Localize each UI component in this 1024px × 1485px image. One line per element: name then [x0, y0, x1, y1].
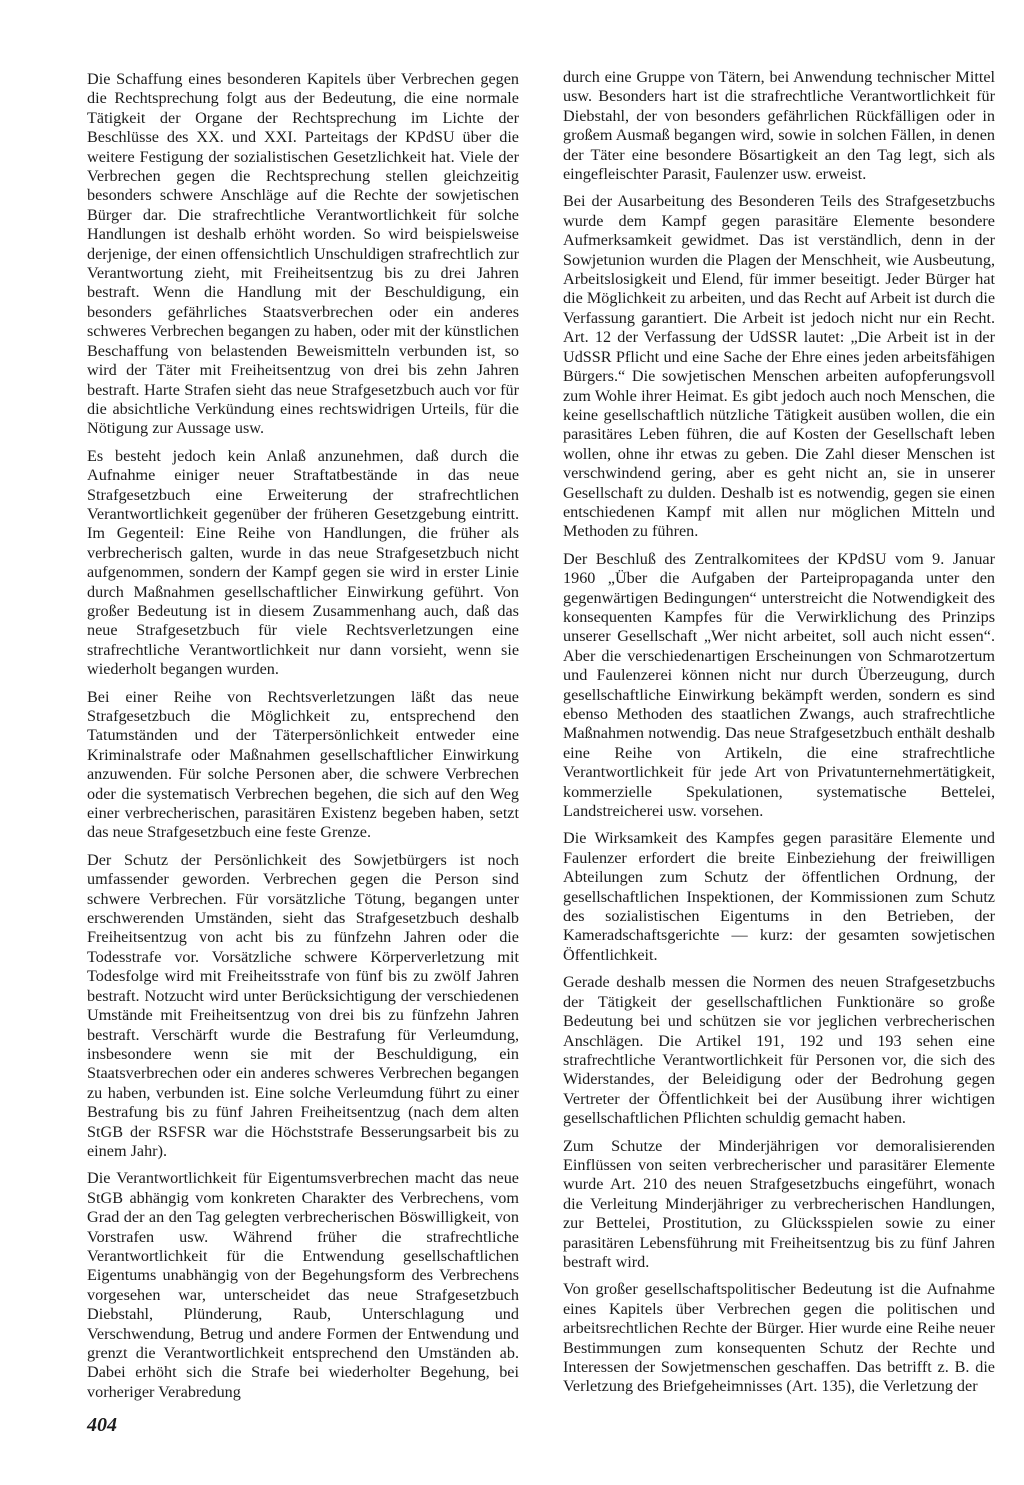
- left-column: [87, 70, 519, 1410]
- right-column: [563, 68, 995, 1405]
- paragraph: Der Beschluß des Zentralkomitees der KPdSU vom 9. Januar 1960 „Über die Aufgaben der Parteipropaganda unter den gegenwärtigen Bedingungen“ unterstreicht die Notwendigkeit des konsequenten Kampfes für die Verwirklichung des Prinzips unserer Gesellschaft „Wer nicht arbeitet, soll auch nicht essen“. Aber die verschiedenartigen Erscheinungen von Schmarotzertum und Faulenzerei können nicht nur durch Überzeugung, durch gesellschaftliche Einwirkung bekämpft werden, sondern es sind ebenso Methoden des staatlichen Zwangs, auch strafrechtliche Maßnahmen notwendig. Das neue Strafgesetzbuch enthält deshalb eine Reihe von Artikeln, die eine strafrechtliche Verantwortlichkeit für jede Art von Privatunternehmertätigkeit, kommerzielle Spekulationen, systematische Bettelei, Landstreicherei usw. vorsehen.: [563, 549, 995, 821]
- paragraph: Gerade deshalb messen die Normen des neuen Strafgesetzbuchs der Tätigkeit der gesellschaftlichen Funktionäre so große Bedeutung bei und schützen sie vor jeglichen verbrecherischen Anschlägen. Die Artikel 191, 192 und 193 sehen eine strafrechtliche Verantwortlichkeit für Personen vor, die sich des Widerstandes, der Beleidigung oder der Bedrohung gegen Vertreter der Öffentlichkeit bei der Ausübung ihrer wichtigen gesellschaftlichen Pflichten schuldig gemacht haben.: [563, 973, 995, 1128]
- paragraph: Von großer gesellschaftspolitischer Bedeutung ist die Aufnahme eines Kapitels über Verbrechen gegen die politischen und arbeitsrechtlichen Rechte der Bürger. Hier wurde eine Reihe neuer Bestimmungen zum konsequenten Schutz der Rechte und Interessen der Sowjetmenschen geschaffen. Das betrifft z. B. die Verletzung des Briefgeheimnisses (Art. 135), die Verletzung der: [563, 1280, 995, 1396]
- paragraph: Es besteht jedoch kein Anlaß anzunehmen, daß durch die Aufnahme einiger neuer Straftatbestände in das neue Strafgesetzbuch eine Erweiterung der strafrechtlichen Verantwortlichkeit gegenüber der früheren Gesetzgebung eintritt. Im Gegenteil: Eine Reihe von Handlungen, die früher als verbrecherisch galten, wurde in das neue Strafgesetzbuch nicht aufgenommen, sondern der Kampf gegen sie wird in erster Linie durch Maßnahmen gesellschaftlicher Einwirkung geführt. Von großer Bedeutung ist in diesem Zusammenhang auch, daß das neue Strafgesetzbuch für viele Rechtsverletzungen eine strafrechtliche Verantwortlichkeit nur dann vorsieht, wenn sie wiederholt begangen wurden.: [87, 446, 519, 679]
- paragraph: Die Verantwortlichkeit für Eigentumsverbrechen macht das neue StGB abhängig vom konkreten Charakter des Verbrechens, vom Grad der an den Tag gelegten verbrecherischen Böswilligkeit, von Vorstrafen usw. Während früher die strafrechtliche Verantwortlichkeit für die Entwendung gesellschaftlichen Eigentums unabhängig von der Begehungsform des Verbrechens vorgesehen war, unterscheidet das neue Strafgesetzbuch Diebstahl, Plünderung, Raub, Unterschlagung und Verschwendung, Betrug und andere Formen der Entwendung und grenzt die Verantwortlichkeit entsprechend den Umständen ab. Dabei erhöht sich die Strafe bei wiederholter Begehung, bei vorheriger Verabredung: [87, 1169, 519, 1401]
- paragraph: Bei der Ausarbeitung des Besonderen Teils des Strafgesetzbuchs wurde dem Kampf gegen parasitäre Elemente besondere Aufmerksamkeit gewidmet. Das ist verständlich, denn in der Sowjetunion wurden die Plagen der Menschheit, wie Ausbeutung, Arbeitslosigkeit und Elend, für immer beseitigt. Jeder Bürger hat die Möglichkeit zu arbeiten, und das Recht auf Arbeit ist durch die Verfassung garantiert. Die Arbeit ist jedoch nicht nur ein Recht. Art. 12 der Verfassung der UdSSR lautet: „Die Arbeit ist in der UdSSR Pflicht und eine Sache der Ehre eines jeden arbeitsfähigen Bürgers.“ Die sowjetischen Menschen arbeiten aufopferungsvoll zum Wohle ihrer Heimat. Es gibt jedoch auch noch Menschen, die keine gesellschaftlich nützliche Tätigkeit ausüben wollen, die ein parasitäres Leben führen, die auf Kosten der Gesellschaft leben wollen, ohne ihr etwas zu geben. Die Zahl dieser Menschen ist verschwindend gering, aber es geht nicht an, sie in unserer Gesellschaft zu dulden. Deshalb ist es notwendig, gegen sie einen entschiedenen Kampf mit allen nur möglichen Mitteln und Methoden zu führen.: [563, 192, 995, 541]
- paragraph: Bei einer Reihe von Rechtsverletzungen läßt das neue Strafgesetzbuch die Möglichkeit zu, entsprechend den Tatumständen und der Täterpersönlichkeit entweder eine Kriminalstrafe oder Maßnahmen gesellschaftlicher Einwirkung anzuwenden. Für solche Personen aber, die schwere Verbrechen oder die systematisch Verbrechen begehen, die sich auf den Weg einer verbrecherischen, parasitären Existenz begeben haben, setzt das neue Strafgesetzbuch eine feste Grenze.: [87, 687, 519, 842]
- page-number: 404: [87, 1414, 117, 1436]
- paragraph: Die Wirksamkeit des Kampfes gegen parasitäre Elemente und Faulenzer erfordert die breite Einbeziehung der freiwilligen Abteilungen zum Schutz der öffentlichen Ordnung, der gesellschaftlichen Inspektionen, der Kommissionen zum Schutz des sozialistischen Eigentums in den Betrieben, der Kameradschaftsgerichte — kurz: der gesamten sowjetischen Öffentlichkeit.: [563, 829, 995, 964]
- paragraph: Der Schutz der Persönlichkeit des Sowjetbürgers ist noch umfassender geworden. Verbrechen gegen die Person sind schwere Verbrechen. Für vorsätzliche Tötung, begangen unter erschwerenden Umständen, sieht das Strafgesetzbuch deshalb Freiheitsentzug von acht bis zu fünfzehn Jahren oder die Todesstrafe vor. Vorsätzliche schwere Körperverletzung mit Todesfolge wird mit Freiheitsstrafe von fünf bis zu zwölf Jahren bestraft. Notzucht wird unter Berücksichtigung der verschiedenen Umstände mit Freiheitsentzug von drei bis zu fünfzehn Jahren bestraft. Verschärft wurde die Bestrafung für Verleumdung, insbesondere wenn sie mit der Beschuldigung, ein Staatsverbrechen oder ein anderes schweres Verbrechen begangen zu haben, verbunden ist. Eine solche Verleumdung führt zu einer Bestrafung bis zu fünf Jahren Freiheitsentzug (nach dem alten StGB der RSFSR war die Höchststrafe Besserungsarbeit bis zu einem Jahr).: [87, 850, 519, 1160]
- paragraph: durch eine Gruppe von Tätern, bei Anwendung technischer Mittel usw. Besonders hart ist die strafrechtliche Verantwortlichkeit für Diebstahl, der von besonders gefährlichen Rückfälligen oder in großem Ausmaß begangen wird, sowie in solchen Fällen, in denen der Täter eine besondere Bösartigkeit an den Tag legt, sich als eingefleischter Parasit, Faulenzer usw. erweist.: [563, 68, 995, 184]
- paragraph: Zum Schutze der Minderjährigen vor demoralisierenden Einflüssen von seiten verbrecherischer und parasitärer Elemente wurde Art. 210 des neuen Strafgesetzbuchs eingeführt, wonach die Verleitung Minderjähriger zu verbrecherischen Handlungen, zur Bettelei, Prostitution, zu Glücksspielen sowie zu einer parasitären Lebensführung mit Freiheitsentzug bis zu fünf Jahren bestraft wird.: [563, 1136, 995, 1271]
- paragraph: Die Schaffung eines besonderen Kapitels über Verbrechen gegen die Rechtsprechung folgt aus der Bedeutung, die eine normale Tätigkeit der Organe der Rechtsprechung im Lichte der Beschlüsse des XX. und XXI. Parteitags der KPdSU über die weitere Festigung der sozialistischen Gesetzlichkeit hat. Viele der Verbrechen gegen die Rechtsprechung stellen gleichzeitig besonders schwere Anschläge auf die Rechte der sowjetischen Bürger dar. Die strafrechtliche Verantwortlichkeit für solche Handlungen ist deshalb erhöht worden. So wird beispielsweise derjenige, der einen offensichtlich Unschuldigen strafrechtlich zur Verantwortung zieht, mit Freiheitsentzug bis zu drei Jahren bestraft. Wenn die Handlung mit der Beschuldigung, ein besonders gefährliches Staatsverbrechen oder ein anderes schweres Verbrechen begangen zu haben, oder mit der künstlichen Beschaffung von belastenden Beweismitteln verbunden ist, so wird der Täter mit Freiheitsentzug von drei bis zehn Jahren bestraft. Harte Strafen sieht das neue Strafgesetzbuch auch vor für die absichtliche Verkündung eines rechtswidrigen Urteils, für die Nötigung zur Aussage usw.: [87, 70, 519, 438]
